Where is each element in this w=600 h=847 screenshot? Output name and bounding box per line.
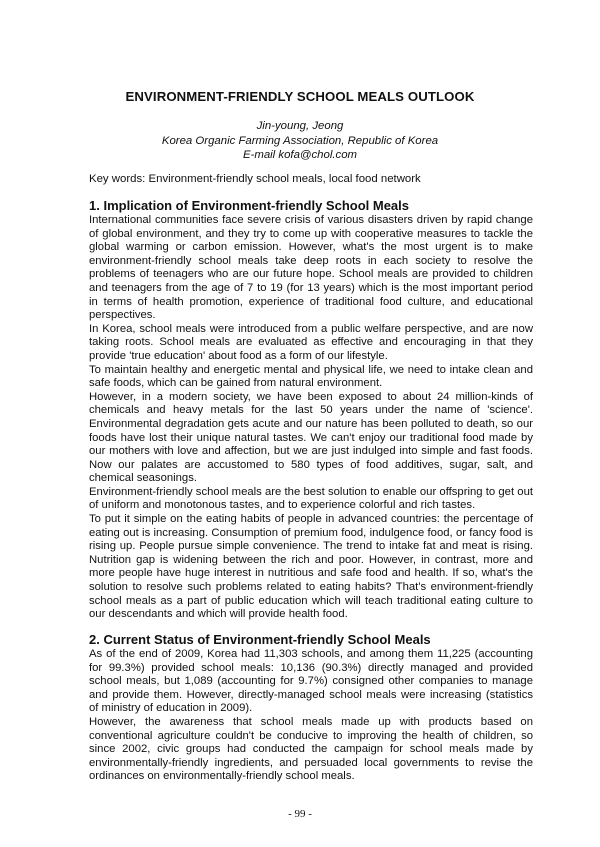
paragraph: In Korea, school meals were introduced from a public welfare perspective, and are now taking roots. School meals are evaluated as effective and encouraging in that they provide 'true education' about food as a form of our lifestyle. [89,322,533,362]
author-name: Jin-young, Jeong [256,120,344,132]
paragraph: However, in a modern society, we have been exposed to about 24 million-kinds of chemicals and heavy metals for the last 50 years under the name of 'science'. Environmental degradation gets acute and our nature has been polluted to death, so our foods have lost their unique natural tastes. We can't enjoy our traditional food made by our mothers with love and affection, but we are just indulged into simple and fast foods. Now our palates are accustomed to 580 types of food additives, sugar, salt, and chemical seasonings. [89,390,533,485]
paragraph: Environment-friendly school meals are the best solution to enable our offspring to get out of uniform and monotonous tastes, and to experience colorful and rich tastes. [89,485,533,512]
page-number: - 99 - [288,808,312,820]
section-current-status [89,632,533,784]
author-email: E-mail kofa@chol.com [242,149,358,161]
section-heading: 2. Current Status of Environment-friendly School Meals [89,632,431,647]
author-affiliation: Korea Organic Farming Association, Republic of Korea [161,135,439,147]
section-heading: 1. Implication of Environment-friendly School Meals [89,198,409,213]
paragraph: As of the end of 2009, Korea had 11,303 schools, and among them 11,225 (accounting for 99.3%) provided school meals: 10,136 (90.3%) directly managed and provided school meals, but 1,089 (accounting for 9.7%) consigned other companies to manage and provide them. However, directly-managed school meals were increasing (statistics of ministry of education in 2009). [89,648,533,715]
paragraph: However, the awareness that school meals made up with products based on conventional agriculture couldn't be conducive to improving the health of children, so since 2002, civic groups had conducted the campaign for school meals made by environmentally-friendly ingredients, and persuaded local governments to revise the ordinances on environmentally-friendly school meals. [89,715,533,783]
keywords-line: Key words: Environment-friendly school meals, local food network [89,173,421,185]
paragraph: International communities face severe crisis of various disasters driven by rapid change of global environment, and they try to come up with cooperative measures to tackle the global warming or carbon emission. However, what's the most urgent is to make environment-friendly school meals take deep roots in each society to resolve the problems of teenagers who are our future hope. School meals are provided to children and teenagers from the age of 7 to 19 (for 13 years) which is the most important period in terms of health promotion, experience of traditional food culture, and educational perspectives. [89,214,533,322]
document-title: ENVIRONMENT-FRIENDLY SCHOOL MEALS OUTLOOK [125,89,475,104]
paragraph: To maintain healthy and energetic mental and physical life, we need to intake clean and safe foods, which can be gained from natural environment. [89,363,533,390]
paragraph: To put it simple on the eating habits of people in advanced countries: the percentage of eating out is increasing. Consumption of premium food, indulgence food, or fancy food is rising up. People pursue simple convenience. The trend to intake fat and meat is rising. Nutrition gap is widening between the rich and poor. However, in contrast, more and more people have huge interest in nutritious and safe food and health. If so, what's the solution to resolve such problems related to eating habits? That's environment-friendly school meals as a part of public education which will teach traditional eating culture to our descendants and which will provide health food. [89,513,533,621]
section-implication [89,198,533,622]
